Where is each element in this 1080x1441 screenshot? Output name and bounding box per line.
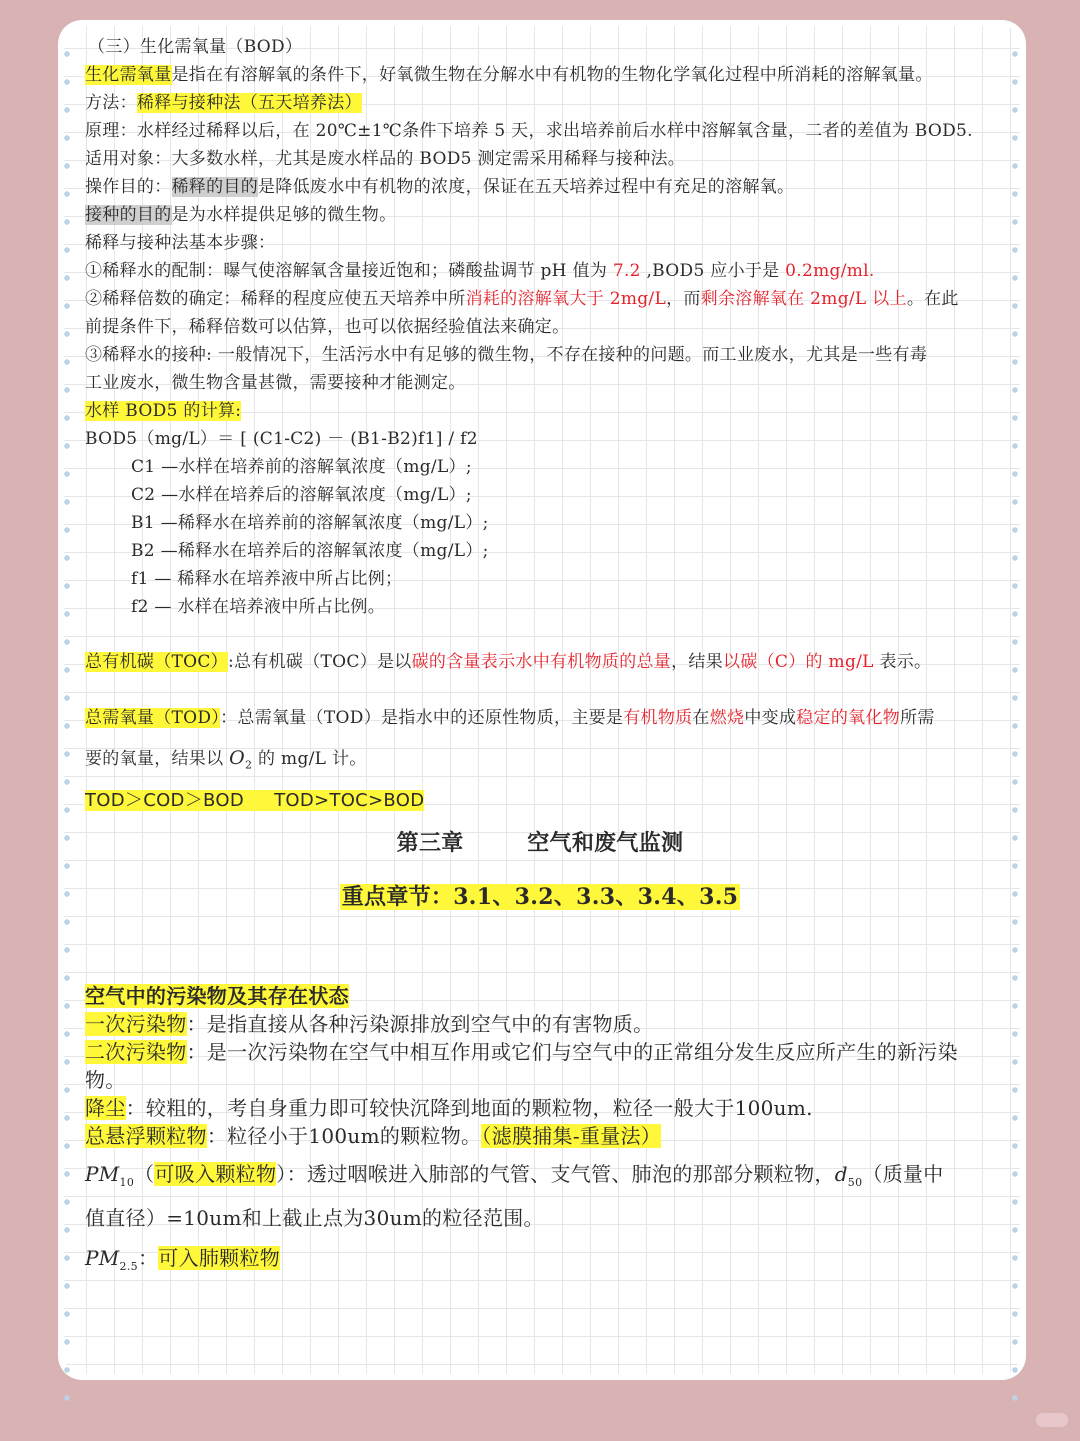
bod-step-3: ③稀释水的接种: 一般情况下，生活污水中有足够的微生物，不存在接种的问题。而工业废水，尤其是一些有毒: [85, 345, 928, 365]
formula-var: f1 — 稀释水在培养液中所占比例；: [131, 569, 403, 589]
formula-var: B2 —稀释水在培养后的溶解氧浓度（mg/L）;: [131, 541, 489, 561]
tod-definition: 总需氧量（TOD）：总需氧量（TOD）是指水中的还原性物质，主要是有机物质在燃烧中变成稳定的氧化物所需: [85, 708, 935, 728]
bod-calc-title: 水样 BOD5 的计算:: [85, 401, 242, 421]
bod-step-1: ①稀释水的配制：曝气使溶解氧含量接近饱和；磷酸盐调节 pH 值为 7.2 ,BOD5 应小于是 0.2mg/ml.: [85, 261, 875, 281]
bod-method: 方法：稀释与接种法（五天培养法）: [85, 93, 362, 113]
key-sections: 重点章节：3.1、3.2、3.3、3.4、3.5: [341, 884, 739, 910]
toc-term: 总有机碳（TOC）: [85, 652, 228, 672]
formula-var: B1 —稀释水在培养前的溶解氧浓度（mg/L）;: [131, 513, 489, 533]
pm10-cont: 值直径）=10um和上截止点为30um的粒径范围。: [85, 1206, 544, 1230]
bod-heading: （三）生化需氧量（BOD）: [88, 37, 303, 57]
bod-inoculation: 接种的目的是为水样提供足够的微生物。: [85, 205, 397, 225]
bod-step-2: ②稀释倍数的确定：稀释的程度应使五天培养中所消耗的溶解氧大于 2mg/L，而剩余溶解氧在 2mg/L 以上。在此: [85, 289, 959, 309]
bod-definition: 生化需氧量是指在有溶解氧的条件下，好氧微生物在分解水中有机物的生物化学氧化过程中所消耗的溶解氧量。: [85, 65, 933, 85]
toc-definition: 总有机碳（TOC）:总有机碳（TOC）是以碳的含量表示水中有机物质的总量，结果以碳（C）的 mg/L 表示。: [85, 652, 932, 672]
primary-pollutant: 一次污染物：是指直接从各种污染源排放到空气中的有害物质。: [85, 1012, 654, 1036]
bod-purpose: 操作目的：稀释的目的是降低废水中有机物的浓度，保证在五天培养过程中有充足的溶解氧。: [85, 177, 795, 197]
secondary-pollutant-cont: 物。: [85, 1068, 126, 1092]
secondary-pollutant: 二次污染物：是一次污染物在空气中相互作用或它们与空气中的正常组分发生反应所产生的新污染: [85, 1040, 958, 1064]
bod-steps-title: 稀释与接种法基本步骤：: [85, 233, 276, 253]
chapter-title: 第三章 空气和废气监测: [396, 830, 684, 856]
formula-var: C1 —水样在培养前的溶解氧浓度（mg/L）;: [131, 457, 472, 477]
bod-principle: 原理：水样经过稀释以后，在 20℃±1℃条件下培养 5 天，求出培养前后水样中溶解氧含量，二者的差值为 BOD5.: [85, 121, 973, 141]
bod-method-value: 稀释与接种法（五天培养法）: [136, 93, 362, 113]
pm25: $PM_{2.5}$：可入肺颗粒物: [85, 1246, 281, 1273]
air-pollutants-heading: 空气中的污染物及其存在状态: [85, 984, 349, 1008]
dustfall: 降尘：较粗的，考自身重力即可较快沉降到地面的颗粒物，粒径一般大于100um.: [85, 1096, 813, 1120]
watermark-badge: [1036, 1413, 1068, 1427]
formula-var: f2 — 水样在培养液中所占比例。: [131, 597, 386, 617]
bod-applicable: 适用对象：大多数水样，尤其是废水样品的 BOD5 测定需采用稀释与接种法。: [85, 149, 686, 169]
formula-var: C2 —水样在培养后的溶解氧浓度（mg/L）;: [131, 485, 472, 505]
bod-step-2-cont: 前提条件下，稀释倍数可以估算，也可以依据经验值法来确定。: [85, 317, 570, 337]
pm10: $PM_{10}$（可吸入颗粒物）：透过咽喉进入肺部的气管、支气管、肺泡的那部分颗粒物，$d_{50}$（质量中: [85, 1162, 944, 1189]
bod-term: 生化需氧量: [85, 65, 172, 85]
tod-definition-cont: 要的氧量，结果以 $O_2$ 的 mg/L 计。: [85, 747, 367, 772]
tod-term: 总需氧量（TOD）: [85, 708, 221, 728]
oxygen-demand-relation: TOD＞COD＞BOD TOD>TOC>BOD: [85, 790, 425, 811]
tsp: 总悬浮颗粒物：粒径小于100um的颗粒物。（滤膜捕集-重量法）: [85, 1124, 662, 1148]
bod-step-3-cont: 工业废水，微生物含量甚微，需要接种才能测定。: [85, 373, 466, 393]
bod-formula: BOD5（mg/L）＝ [ (C1-C2) － (B1-B2)f1] / f2: [85, 429, 478, 449]
